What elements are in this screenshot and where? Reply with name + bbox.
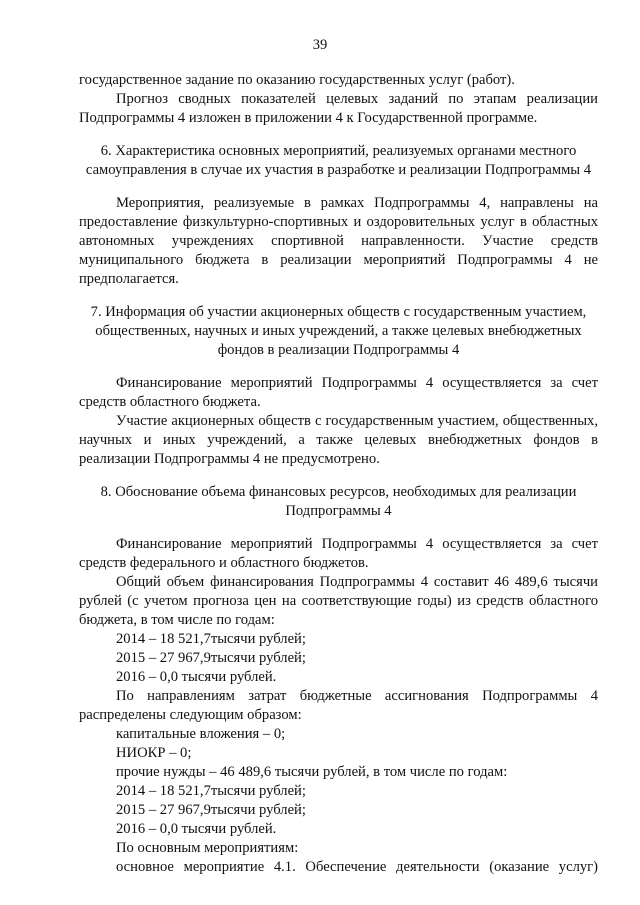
paragraph: Прогноз сводных показателей целевых заданий по этапам реализации Подпрограммы 4 изложен в приложении 4 к Государственной программе. — [79, 91, 598, 126]
paragraph: Финансирование мероприятий Подпрограммы 4 осуществляется за счет средств федерального и областного бюджетов. — [79, 536, 598, 571]
paragraph: Мероприятия, реализуемые в рамках Подпрограммы 4, направлены на предоставление физкультурно-спортивных и оздоровительных услуг в областных автономных учреждениях спортивной направленности. Участие средств муниципального бюджета в реализации мероприятий Подпрограммы 4 не предполагается. — [79, 195, 598, 287]
section-heading: 8. Обоснование объема финансовых ресурсов, необходимых для реализации Подпрограммы 4 — [100, 484, 577, 519]
list-item: 2015 – 27 967,9тысячи рублей; — [116, 650, 306, 666]
list-item: По основным мероприятиям: — [116, 840, 299, 856]
paragraph: Общий объем финансирования Подпрограммы 4 составит 46 489,6 тысячи рублей (с учетом прогноза цен на соответствующие годы) из средств областного бюджета, в том числе по годам: — [79, 574, 598, 628]
list-item: 2016 – 0,0 тысячи рублей. — [116, 821, 277, 837]
list-item: 2016 – 0,0 тысячи рублей. — [116, 669, 277, 685]
paragraph: Участие акционерных обществ с государственным участием, общественных, научных и иных учреждений, а также целевых внебюджетных фондов в реализации Подпрограммы 4 не предусмотрено. — [79, 413, 598, 467]
section-heading: 6. Характеристика основных мероприятий, реализуемых органами местного самоуправления в случае их участия в разработке и реализации Подпрограммы 4 — [85, 143, 592, 178]
list-item: прочие нужды – 46 489,6 тысячи рублей, в том числе по годам: — [116, 764, 508, 780]
paragraph: По направлениям затрат бюджетные ассигнования Подпрограммы 4 распределены следующим образом: — [79, 688, 598, 723]
paragraph: Финансирование мероприятий Подпрограммы 4 осуществляется за счет средств областного бюджета. — [79, 375, 598, 410]
page-number: 39 — [312, 37, 328, 53]
list-item: НИОКР – 0; — [116, 745, 192, 761]
list-item: 2014 – 18 521,7тысячи рублей; — [116, 631, 306, 647]
list-item: 2015 – 27 967,9тысячи рублей; — [116, 802, 306, 818]
list-item: 2014 – 18 521,7тысячи рублей; — [116, 783, 306, 799]
section-heading: 7. Информация об участии акционерных обществ с государственным участием, общественных, научных и иных учреждений, а также целевых внебюджетных фондов в реализации Подпрограммы 4 — [90, 304, 587, 358]
list-item: основное мероприятие 4.1. Обеспечение деятельности (оказание услуг) — [116, 859, 598, 875]
list-item: капитальные вложения – 0; — [116, 726, 286, 742]
paragraph: государственное задание по оказанию государственных услуг (работ). — [79, 72, 515, 88]
document-body — [79, 71, 598, 877]
